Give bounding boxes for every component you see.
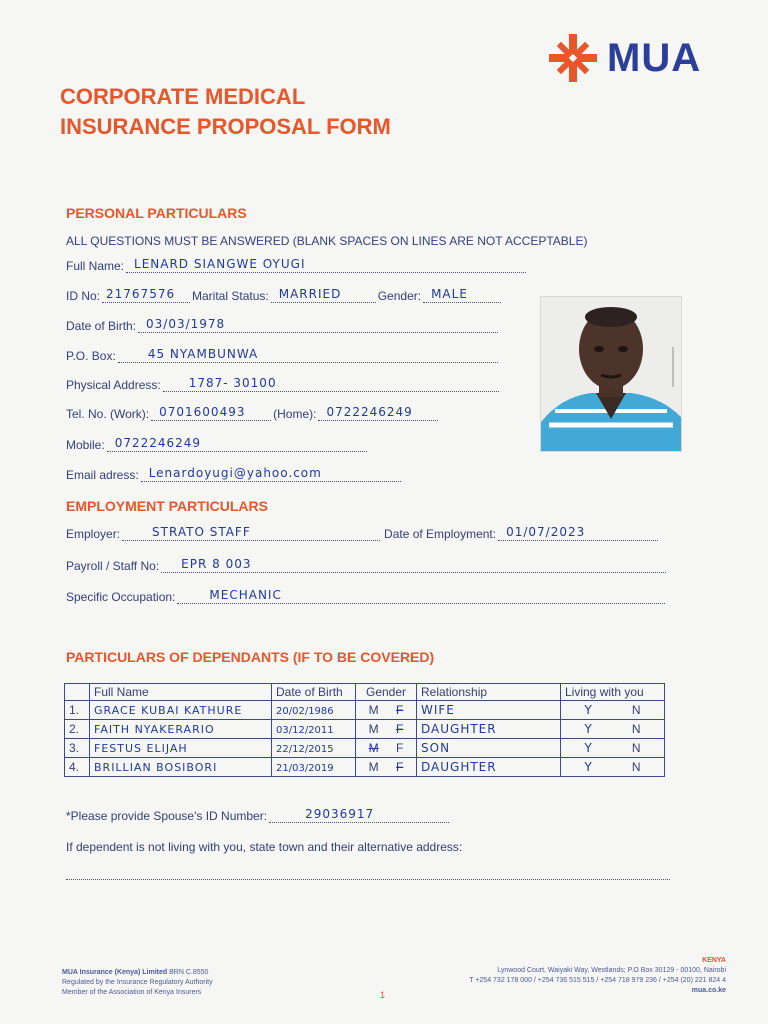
dependants-table xyxy=(64,683,665,777)
person-photo-icon xyxy=(541,297,681,451)
alternative-address-line[interactable] xyxy=(66,866,670,880)
table-row xyxy=(65,701,665,720)
tel-row xyxy=(66,406,440,421)
dependant-relationship[interactable]: SON xyxy=(417,739,561,758)
tel-home-value: 0722246249 xyxy=(326,405,413,419)
dob-field xyxy=(66,318,500,333)
payroll-field xyxy=(66,558,668,573)
logo xyxy=(543,30,743,90)
email-value: Lenardoyugi@yahoo.com xyxy=(148,466,322,480)
table-row xyxy=(65,739,665,758)
dob-line[interactable] xyxy=(138,318,498,333)
address-line[interactable] xyxy=(163,377,499,392)
mobile-value: 0722246249 xyxy=(114,436,202,450)
payroll-value: EPR 8 003 xyxy=(181,557,252,571)
header-gender: Gender xyxy=(356,684,417,701)
dependant-living[interactable]: Y N xyxy=(561,739,665,758)
dependant-dob[interactable]: 20/02/1986 xyxy=(272,701,356,720)
dependant-living[interactable]: Y N xyxy=(561,701,665,720)
header-dob: Date of Birth xyxy=(272,684,356,701)
brand-name: MUA xyxy=(607,36,702,80)
table-header-row xyxy=(65,684,665,701)
gender-value: MALE xyxy=(431,287,468,301)
row-num: 2. xyxy=(65,720,90,739)
table-row xyxy=(65,720,665,739)
full-name-value: LENARD SIANGWE OYUGI xyxy=(134,257,306,271)
instruction: ALL QUESTIONS MUST BE ANSWERED (BLANK SPACES ON LINES ARE NOT ACCEPTABLE) xyxy=(66,234,588,248)
employer-value: STRATO STAFF xyxy=(152,525,251,539)
form-title xyxy=(60,82,391,142)
form-title-line1: CORPORATE MEDICAL xyxy=(60,84,306,109)
full-name-label: Full Name: xyxy=(66,259,125,273)
pobox-label: P.O. Box: xyxy=(66,349,116,363)
doe-line[interactable] xyxy=(498,526,658,541)
not-living-label: If dependent is not living with you, state town and their alternative address: xyxy=(66,840,463,854)
address-label: Physical Address: xyxy=(66,378,161,392)
mobile-line[interactable] xyxy=(107,437,367,452)
dependant-living[interactable]: Y N xyxy=(561,720,665,739)
dependant-gender[interactable]: M F xyxy=(356,701,417,720)
dob-value: 03/03/1978 xyxy=(146,317,226,331)
dependant-name[interactable]: FESTUS ELIJAH xyxy=(90,739,272,758)
id-row xyxy=(66,288,503,303)
dependant-gender[interactable]: M F xyxy=(356,758,417,777)
dependants-heading: PARTICULARS OF DEPENDANTS (IF TO BE COVERED) xyxy=(66,649,435,665)
occupation-field xyxy=(66,589,667,604)
gender-label: Gender: xyxy=(377,289,422,303)
dependant-name[interactable]: GRACE KUBAI KATHURE xyxy=(90,701,272,720)
tel-work-line[interactable] xyxy=(151,406,271,421)
tel-work-label: Tel. No. (Work): xyxy=(66,407,150,421)
address-value: 1787- 30100 xyxy=(188,376,277,390)
footer-member: Member of the Association of Kenya Insurers xyxy=(62,989,202,996)
page-number: 1 xyxy=(380,990,386,1000)
spouse-id-line[interactable] xyxy=(269,808,449,823)
occupation-value: MECHANIC xyxy=(209,588,282,602)
mobile-field xyxy=(66,437,369,452)
doe-value: 01/07/2023 xyxy=(506,525,586,539)
pobox-value: 45 NYAMBUNWA xyxy=(147,347,259,361)
doe-label: Date of Employment: xyxy=(384,527,497,541)
dependant-living[interactable]: Y N xyxy=(561,758,665,777)
payroll-line[interactable] xyxy=(161,558,666,573)
footer-phones: T +254 732 178 000 / +254 736 515 515 / +254 718 979 236 / +254 (20) 221 824 4 xyxy=(469,977,726,984)
passport-photo xyxy=(540,296,682,452)
full-name-field xyxy=(66,258,528,273)
footer-left xyxy=(62,968,213,998)
row-num: 3. xyxy=(65,739,90,758)
row-num: 1. xyxy=(65,701,90,720)
pobox-field xyxy=(66,348,500,363)
dependant-name[interactable]: BRILLIAN BOSIBORI xyxy=(90,758,272,777)
dependant-relationship[interactable]: WIFE xyxy=(417,701,561,720)
dependant-gender[interactable]: M F xyxy=(356,739,417,758)
employer-line[interactable] xyxy=(122,526,380,541)
footer-brn: BRN C.8550 xyxy=(169,969,209,976)
id-line[interactable] xyxy=(102,288,190,303)
tel-home-label: (Home): xyxy=(273,407,317,421)
occupation-label: Specific Occupation: xyxy=(66,590,176,604)
gender-line[interactable] xyxy=(423,288,501,303)
header-relationship: Relationship xyxy=(417,684,561,701)
marital-value: MARRIED xyxy=(278,287,342,301)
footer-company: MUA Insurance (Kenya) Limited xyxy=(62,969,168,976)
pobox-line[interactable] xyxy=(118,348,498,363)
dependant-name[interactable]: FAITH NYAKERARIO xyxy=(90,720,272,739)
spouse-id-label: *Please provide Spouse's ID Number: xyxy=(66,809,268,823)
email-line[interactable] xyxy=(141,467,401,482)
dependant-dob[interactable]: 22/12/2015 xyxy=(272,739,356,758)
footer-website: mua.co.ke xyxy=(691,987,726,994)
address-field xyxy=(66,377,501,392)
id-label: ID No: xyxy=(66,289,101,303)
tel-work-value: 0701600493 xyxy=(159,405,246,419)
occupation-line[interactable] xyxy=(177,589,665,604)
footer-address: Lynwood Court, Waiyaki Way, Westlands; P.O Box 30129 - 00100, Nairobi xyxy=(497,967,726,974)
dependant-gender[interactable]: M F xyxy=(356,720,417,739)
email-label: Email adress: xyxy=(66,468,139,482)
email-field xyxy=(66,467,403,482)
header-living: Living with you xyxy=(561,684,665,701)
mua-logo-icon xyxy=(543,30,603,90)
employment-heading: EMPLOYMENT PARTICULARS xyxy=(66,498,268,514)
dependant-dob[interactable]: 21/03/2019 xyxy=(272,758,356,777)
id-value: 21767576 xyxy=(106,287,176,301)
header-num xyxy=(65,684,90,701)
form-title-line2: INSURANCE PROPOSAL FORM xyxy=(60,114,391,139)
marital-line[interactable] xyxy=(271,288,376,303)
footer-country: KENYA xyxy=(702,957,726,964)
row-num: 4. xyxy=(65,758,90,777)
spouse-id-field xyxy=(66,808,451,823)
footer-regulated: Regulated by the Insurance Regulatory Authority xyxy=(62,979,213,986)
spouse-id-value: 29036917 xyxy=(305,807,375,821)
marital-label: Marital Status: xyxy=(192,289,269,303)
tel-home-line[interactable] xyxy=(318,406,438,421)
employer-row xyxy=(66,526,660,541)
dependant-dob[interactable]: 03/12/2011 xyxy=(272,720,356,739)
dependant-relationship[interactable]: DAUGHTER xyxy=(417,758,561,777)
full-name-line[interactable] xyxy=(126,258,526,273)
payroll-label: Payroll / Staff No: xyxy=(66,559,160,573)
table-row xyxy=(65,758,665,777)
mobile-label: Mobile: xyxy=(66,438,105,452)
footer-right xyxy=(420,956,726,996)
dob-label: Date of Birth: xyxy=(66,319,137,333)
personal-heading: PERSONAL PARTICULARS xyxy=(66,205,247,221)
employer-label: Employer: xyxy=(66,527,121,541)
dependant-relationship[interactable]: DAUGHTER xyxy=(417,720,561,739)
header-full-name: Full Name xyxy=(90,684,272,701)
